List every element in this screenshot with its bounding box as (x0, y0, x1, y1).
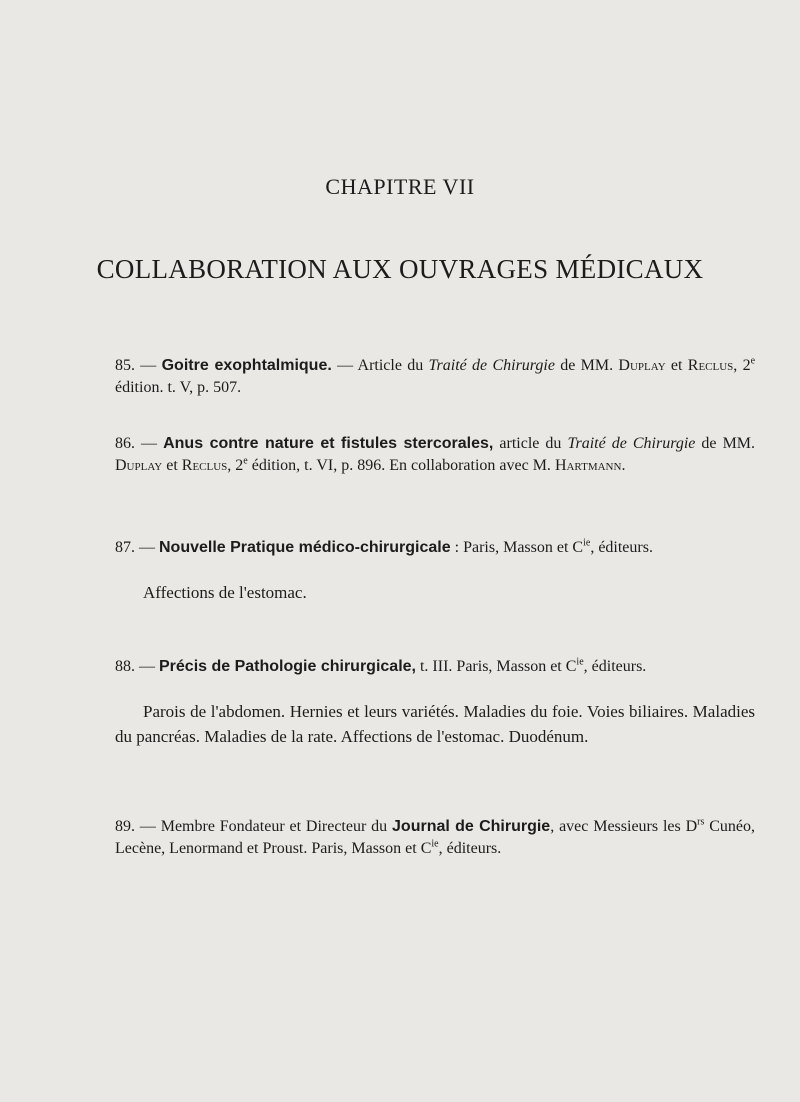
entry-87: 87. — Nouvelle Pratique médico-chirurgicale : Paris, Masson et $C^{ie}$, éditeurs. (115, 537, 653, 556)
entry-87-description: Affections de l'estomac. (143, 583, 307, 602)
entry-number: 86. — (115, 435, 158, 452)
entry-title: Précis de Pathologie chirurgicale, (159, 658, 416, 675)
author-name: Reclus (687, 357, 734, 374)
entry-88: 88. — Précis de Pathologie chirurgicale, t. III. Paris, Masson et $C^{ie}$, éditeurs. (115, 656, 647, 675)
entry-89: 89. — Membre Fondateur et Directeur du Journal de Chirurgie, avec Messieurs les $D^{rs}$ Cunéo, Lecène, Lenormand et Proust. Paris, Masson et $C^{ie}$, éditeurs. (115, 816, 756, 857)
entry-number: 88. — (115, 658, 155, 675)
author-name: Reclus (181, 457, 228, 474)
entry-title: Goitre exophtalmique. (161, 357, 332, 374)
author-name: Duplay (115, 457, 163, 474)
entry-88-description: Parois de l'abdomen. Hernies et leurs variétés. Maladies du foie. Voies biliaires. Maladies du pancréas. Maladies de la rate. Affections de l'estomac. Duodénum. (115, 702, 755, 746)
entry-number: 87. — (115, 539, 155, 556)
entry-number: 89. — (115, 818, 156, 835)
entry-number: 85. — (115, 357, 157, 374)
author-name: Hartmann (554, 457, 622, 474)
author-name: Duplay (618, 357, 666, 374)
entry-title: Nouvelle Pratique médico-chirurgicale (159, 539, 451, 556)
entry-85: 85. — Goitre exophtalmique. — Article du Traité de Chirurgie de MM. Duplay et Reclus, 2e édition. t. V, p. 507. (115, 355, 756, 396)
entry-title: Journal de Chirurgie (392, 818, 551, 835)
work-title: Traité de Chirurgie (567, 435, 696, 452)
work-title: Traité de Chirurgie (428, 357, 555, 374)
entry-86: 86. — Anus contre nature et fistules stercorales, article du Traité de Chirurgie de MM. Duplay et Reclus, 2e édition, t. VI, p. 896. En collaboration avec M. Hartmann. (115, 435, 756, 474)
chapter-title: COLLABORATION AUX OUVRAGES MÉDICAUX (96, 254, 704, 284)
chapter-heading: CHAPITRE VII (325, 174, 475, 199)
entry-title: Anus contre nature et fistules stercorales, (163, 435, 494, 452)
